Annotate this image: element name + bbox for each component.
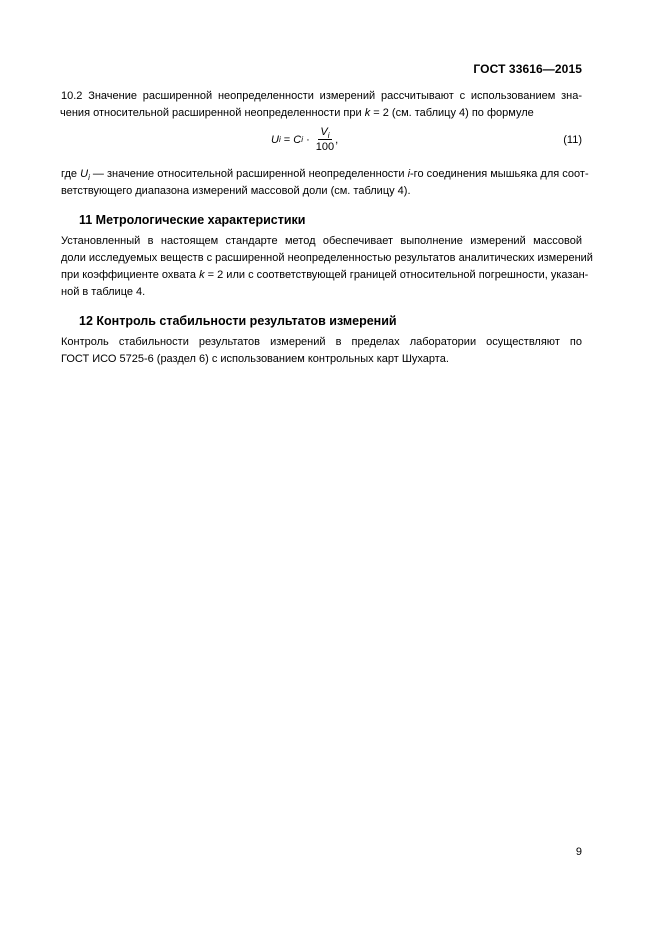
standard-header: ГОСТ 33616—2015 [473, 62, 582, 76]
formula-fraction: $\frac{V_i}{100}$ [315, 126, 335, 153]
paragraph-line: Контроль стабильности результатов измерений в пределах лаборатории осуществляют по [61, 336, 582, 348]
paragraph-10-2 [61, 88, 582, 122]
section-title: 11 Метрологические характеристики [79, 213, 306, 227]
formula-number: (11) [563, 134, 582, 146]
formula-expression: U i = C i · $\frac{V_i}{100}$ , [271, 126, 339, 153]
formula-11 [61, 122, 582, 166]
paragraph-line: чения относительной расширенной неопределенности при k = 2 (см. таблицу 4) по формуле [60, 107, 534, 119]
paragraph-line: при коэффициенте охвата k = 2 или с соответствующей границей относительной погрешности, указан- [61, 269, 589, 281]
section-12 [61, 314, 582, 368]
document-body [60, 88, 593, 368]
paragraph-line: ГОСТ ИСО 5725-6 (раздел 6) с использованием контрольных карт Шухарта. [61, 353, 449, 365]
paragraph-line: где $U_i$ — значение относительной расширенной неопределенности i-го соединения мышьяка для соот- [61, 168, 589, 182]
paragraph-line: 10.2 Значение расширенной неопределенности измерений рассчитывают с использованием зна- [61, 90, 582, 102]
page-number: 9 [575, 846, 582, 858]
paragraph-line: Установленный в настоящем стандарте метод обеспечивает выполнение измерений массовой [61, 235, 582, 247]
section-10-2 [60, 88, 589, 200]
paragraph-line: ветствующего диапазона измерений массовой доли (см. таблицу 4). [61, 185, 411, 197]
paragraph-12 [61, 334, 582, 368]
paragraph-line: доли исследуемых веществ с расширенной неопределенностью результатов аналитических измерений [61, 252, 593, 264]
paragraph-where [61, 166, 589, 200]
section-title: 12 Контроль стабильности результатов измерений [79, 314, 397, 328]
paragraph-line: ной в таблице 4. [61, 286, 146, 298]
section-11 [61, 213, 593, 301]
paragraph-11 [61, 233, 593, 301]
